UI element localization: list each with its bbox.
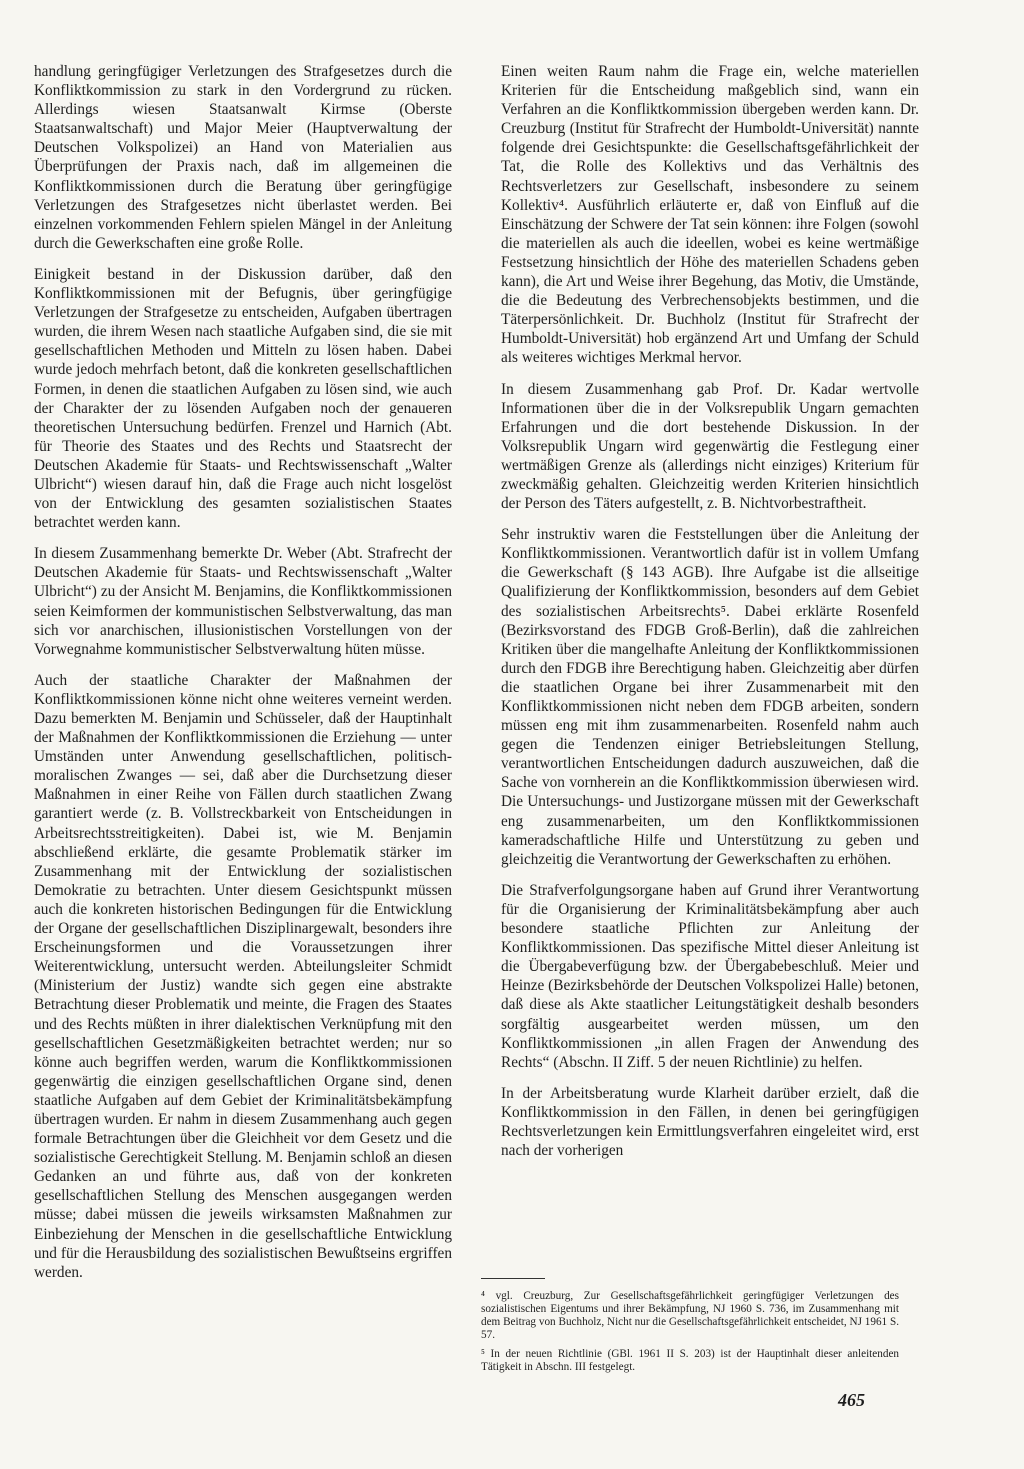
page-number: 465 — [838, 1390, 865, 1410]
paragraph: In diesem Zusammenhang gab Prof. Dr. Kadar wertvolle Informationen über die in der Volksrepublik Ungarn gemachten Erfahrungen und die dort bestehende Diskussion. In der Volksrepublik Ungarn wird gegenwärtig die Festlegung einer wertmäßigen Grenze als (allerdings nicht einziges) Kriterium für zweckmäßig gehalten. Gleichzeitig werden Kriterien hinsichtlich der Person des Täters aufgestellt, z. B. Nichtvorbestraftheit. — [501, 380, 919, 513]
paragraph: Sehr instruktiv waren die Feststellungen über die Anleitung der Konfliktkommissionen. Verantwortlich dafür ist in vollem Umfang die Gewerkschaft (§ 143 AGB). Ihre Aufgabe ist die allseitige Qualifizierung der Konfliktkommission, besonders auf dem Gebiet des sozialistischen Arbeitsrechts⁵. Dabei erklärte Rosenfeld (Bezirksvorstand des FDGB Groß-Berlin), daß die zahlreichen Kritiken über die mangelhafte Anleitung der Konfliktkommissionen durch den FDGB ihre Berechtigung haben. Gleichzeitig aber dürfen die staatlichen Organe bei ihrer Zusammenarbeit mit den Konfliktkommissionen nicht neben dem FDGB arbeiten, sondern müssen eng mit ihm zusammenarbeiten. Rosenfeld nahm auch gegen die Tendenzen einiger Betriebsleitungen Stellung, verantwortlichen Entscheidungen dadurch auszuweichen, daß die Sache von vornherein an die Konfliktkommission überwiesen wird. Die Untersuchungs- und Justizorgane müssen mit der Gewerkschaft eng zusammenarbeiten, um den Konfliktkommissionen kameradschaftliche Hilfe und Unterstützung zu geben und gleichzeitig die Verantwortung der Gewerkschaften zu erhöhen. — [501, 526, 919, 868]
footnotes — [481, 1290, 899, 1379]
paragraph: Einigkeit bestand in der Diskussion darüber, daß den Konfliktkommissionen mit der Befugnis, über geringfügige Verletzungen der Strafgesetze zu entscheiden, Aufgaben übertragen wurden, die ihrem Wesen nach staatliche Aufgaben sind, die sie mit gesellschaftlichen Methoden und Mitteln zu lösen haben. Dabei wurde jedoch mehrfach betont, daß die konkreten gesellschaftlichen Formen, in denen die staatlichen Aufgaben zu lösen sind, wie auch der Charakter der zu lösenden Aufgaben noch der genaueren theoretischen Untersuchung bedürfen. Frenzel und Harnich (Abt. für Theorie des Staates und des Rechts und Staatsrecht der Deutschen Akademie für Staats- und Rechtswissenschaft „Walter Ulbricht“) wiesen darauf hin, daß die Frage auch nicht losgelöst von der Entwicklung des gesamten sozialistischen Staates betrachtet werden kann. — [34, 265, 452, 532]
footnote: ⁴ vgl. Creuzburg, Zur Gesellschaftsgefährlichkeit geringfügiger Verletzungen des sozialistischen Eigentums und ihrer Bekämpfung, NJ 1960 S. 736, im Zusammenhang mit dem Beitrag von Buchholz, Nicht nur die Gesellschaftsgefährlichkeit entscheidet, NJ 1961 S. 57. — [481, 1290, 899, 1341]
left-column — [34, 62, 452, 1294]
paragraph: Einen weiten Raum nahm die Frage ein, welche materiellen Kriterien für die Entscheidung maßgeblich sind, wann ein Verfahren an die Konfliktkommission übergeben werden kann. Dr. Creuzburg (Institut für Strafrecht der Humboldt-Universität) nannte folgende drei Gesichtspunkte: die Gesellschaftsgefährlichkeit der Tat, die Rolle des Kollektivs und das Verhältnis des Rechtsverletzers zur Gesellschaft, insbesondere zu seinem Kollektiv⁴. Ausführlich erläuterte er, daß von Einfluß auf die Einschätzung der Schwere der Tat sein können: ihre Folgen (sowohl die materiellen als auch die ideellen, wobei es keine wertmäßige Festsetzung hinsichtlich der Höhe des materiellen Schadens geben kann), die Art und Weise ihrer Begehung, das Motiv, die Umstände, die die Bedeutung des Verbrechensobjekts bestimmen, und die Täterpersönlichkeit. Dr. Buchholz (Institut für Strafrecht der Humboldt-Universität) hob ergänzend Art und Umfang der Schuld als weiteres wichtiges Merkmal hervor. — [501, 63, 919, 367]
right-column — [501, 62, 919, 1172]
paragraph: In diesem Zusammenhang bemerkte Dr. Weber (Abt. Strafrecht der Deutschen Akademie für Staats- und Rechtswissenschaft „Walter Ulbricht“) zu der Ansicht M. Benjamins, die Konfliktkommissionen seien Keimformen der kommunistischen Selbstverwaltung, das man sich vor anarchischen, illusionistischen Vorstellungen von der Vorwegnahme kommunistischer Selbstverwaltung hüten müsse. — [34, 545, 452, 658]
paragraph: Auch der staatliche Charakter der Maßnahmen der Konfliktkommissionen könne nicht ohne weiteres verneint werden. Dazu bemerkten M. Benjamin und Schüsseler, daß der Hauptinhalt der Maßnahmen der Konfliktkommissionen die Erziehung — unter Umständen unter Anwendung gesellschaftlichen, politisch-moralischen Zwanges — sei, daß aber die Durchsetzung dieser Maßnahmen in einer Reihe von Fällen durch staatlichen Zwang garantiert werde (z. B. Vollstreckbarkeit von Entscheidungen in Arbeitsrechtsstreitigkeiten). Dabei ist, wie M. Benjamin abschließend erklärte, die gesamte Problematik stärker im Zusammenhang mit der Entwicklung der sozialistischen Demokratie zu betrachten. Unter diesem Gesichtspunkt müssen auch die konkreten historischen Bedingungen für die Entwicklung der Organe der gesellschaftlichen Disziplinargewalt, besonders ihre Erscheinungsformen und die Voraussetzungen ihrer Weiterentwicklung, untersucht werden. Abteilungsleiter Schmidt (Ministerium der Justiz) wandte sich gegen eine abstrakte Betrachtung dieser Problematik und meinte, die Fragen des Staates und des Rechts müßten in ihrer dialektischen Verknüpfung mit den gesellschaftlichen Gesetzmäßigkeiten betrachtet werden; nur so könne auch begriffen werden, warum die Konfliktkommissionen gegenwärtig die einzigen gesellschaftlichen Organe sind, denen staatliche Aufgaben auf dem Gebiet der Kriminalitätsbekämpfung übertragen wurden. Er nahm in diesem Zusammenhang auch gegen formale Betrachtungen über die Gleichheit vor dem Gesetz und die sozialistische Gerechtigkeit Stellung. M. Benjamin schloß an diesen Gedanken an und führte aus, daß von der konkreten gesellschaftlichen Stellung des Menschen ausgegangen werden müsse; dabei müssen die jeweils wirksamsten Maßnahmen zur Einbeziehung der Menschen in die gesellschaftliche Entwicklung und für die Herausbildung des sozialistischen Bewußtseins ergriffen werden. — [34, 671, 452, 1281]
paragraph: handlung geringfügiger Verletzungen des Strafgesetzes durch die Konfliktkommission zu stark in den Vordergrund zu rücken. Allerdings wiesen Staatsanwalt Kirmse (Oberste Staatsanwaltschaft) und Major Meier (Hauptverwaltung der Deutschen Volkspolizei) an Hand von Materialien aus Überprüfungen der Praxis nach, daß im allgemeinen die Konfliktkommissionen durch die Beratung über geringfügige Verletzungen des Strafgesetzes nicht überlastet werden. Bei einzelnen vorkommenden Fehlern spielen Mängel in der Anleitung durch die Gewerkschaften eine große Rolle. — [34, 63, 452, 252]
paragraph: In der Arbeitsberatung wurde Klarheit darüber erzielt, daß die Konfliktkommission in den Fällen, in denen bei geringfügigen Rechtsverletzungen kein Ermittlungsverfahren eingeleitet wird, erst nach der vorherigen — [501, 1084, 919, 1160]
paragraph: Die Strafverfolgungsorgane haben auf Grund ihrer Verantwortung für die Organisierung der Kriminalitätsbekämpfung aber auch besondere staatliche Pflichten zur Anleitung der Konfliktkommissionen. Das spezifische Mittel dieser Anleitung ist die Übergabeverfügung bzw. der Übergabebeschluß. Meier und Heinze (Bezirksbehörde der Deutschen Volkspolizei Halle) betonen, daß diese als Akte staatlicher Leitungstätigkeit deshalb besonders sorgfältig ausgearbeitet werden müssen, um den Konfliktkommissionen „in allen Fragen der Anwendung des Rechts“ (Abschn. II Ziff. 5 der neuen Richtlinie) zu helfen. — [501, 881, 919, 1071]
footnote: ⁵ In der neuen Richtlinie (GBl. 1961 II S. 203) ist der Hauptinhalt dieser anleitenden Tätigkeit in Abschn. III festgelegt. — [481, 1347, 899, 1373]
footnote-separator — [481, 1278, 545, 1279]
